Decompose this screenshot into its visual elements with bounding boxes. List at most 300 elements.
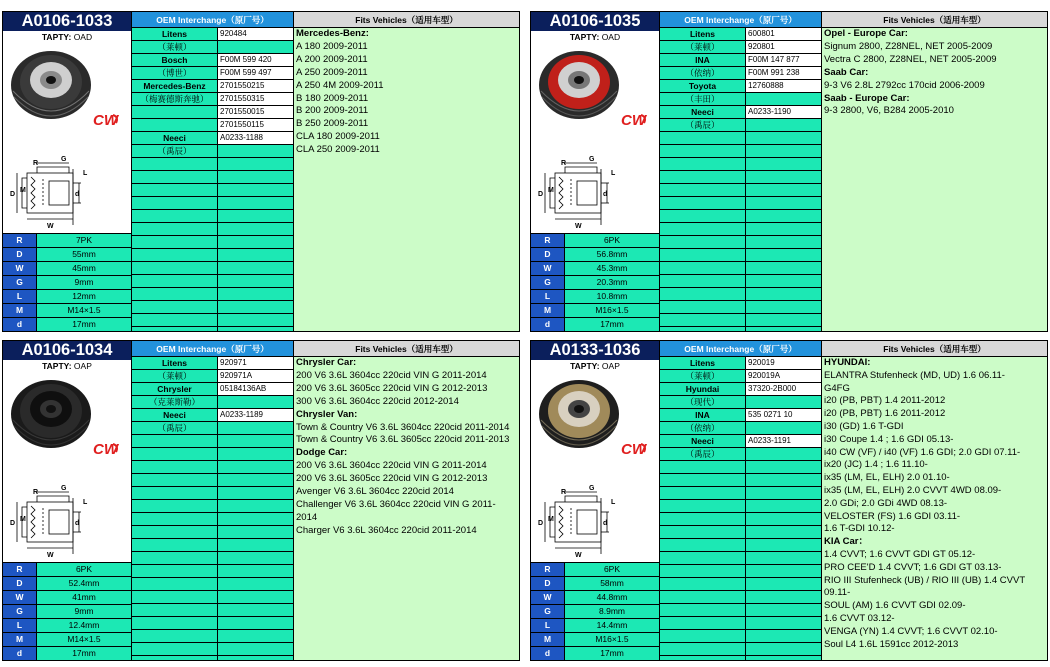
oem-number [218,171,293,183]
spec-value: 9mm [37,605,131,618]
oem-brand [132,236,218,248]
oem-row-empty [132,171,293,184]
oem-number: A0233-1191 [746,435,821,447]
oem-number: 05184136AB [218,383,293,395]
part-number: A0106-1034 [3,341,131,360]
oem-number [746,591,821,603]
oem-number [218,249,293,261]
oem-row-empty [660,301,821,314]
spec-key: D [3,248,37,261]
oem-brand [132,630,218,642]
oem-row-empty [660,275,821,288]
fits-vehicle-line: VENGA (YN) 1.4 CVVT; 1.6 CVVT 02.10- [824,625,998,637]
svg-text:CW: CW [621,112,646,129]
oem-row-empty [132,249,293,262]
diagram-label-small-d: d [75,520,80,527]
oem-number [218,223,293,235]
oem-number [746,630,821,642]
oem-row-empty [660,145,821,158]
tapty-value: OAD [73,32,93,42]
oem-row-empty [660,604,821,617]
oem-header: OEM Interchange（原厂号） [132,341,293,357]
oem-row-empty [660,288,821,301]
product-image [535,45,655,235]
oem-brand [132,604,218,616]
oem-row-empty [660,184,821,197]
oem-number [218,262,293,274]
oem-row-empty [132,461,293,474]
oem-brand: （丰田） [660,93,746,105]
oem-number [218,435,293,447]
tapty-value: OAD [601,32,621,42]
oem-number: 920484 [218,28,293,40]
spec-value: 17mm [37,318,131,331]
spec-value: 45mm [37,262,131,275]
oem-brand: Hyundai [660,383,746,395]
oem-number: F00M 599 420 [218,54,293,66]
oem-row [660,448,821,461]
spec-row [531,304,659,318]
fits-header: Fits Vehicles（适用车型） [294,341,519,357]
fits-vehicle-line: 9-3 2800, V6, B284 2005-2010 [824,105,954,117]
oem-brand [660,461,746,473]
product-card [2,340,520,661]
oem-brand: （克莱斯勒） [132,396,218,408]
oem-number: A0233-1188 [218,132,293,144]
oem-number [218,288,293,300]
part-number: A0106-1035 [531,12,659,31]
fits-vehicles-panel [821,12,1047,331]
spec-value: 56.8mm [565,248,659,261]
spec-row [3,577,131,591]
oem-row-empty [660,552,821,565]
fits-vehicle-line: 300 V6 3.6L 3604cc 220cid 2012-2014 [296,395,459,407]
spec-key: R [531,563,565,576]
diagram-label-g: G [61,485,67,492]
fits-vehicle-line: Avenger V6 3.6L 3604cc 220cid 2014 [296,486,454,498]
oem-number [746,643,821,655]
oem-row-empty [132,591,293,604]
spec-key: R [3,563,37,576]
oem-brand [132,487,218,499]
oem-number [746,236,821,248]
oem-brand [660,314,746,326]
spec-key: M [531,633,565,646]
fits-vehicles-panel [293,341,519,660]
fits-vehicle-line: Town & Country V6 3.6L 3604cc 220cid 2011-2014 [296,421,510,433]
oem-number: F00M 991 238 [746,67,821,79]
oem-number [746,617,821,629]
oem-brand: Neeci [660,106,746,118]
oem-row-empty [660,643,821,656]
oem-brand [132,643,218,655]
oem-number [746,565,821,577]
spec-table [531,562,659,661]
oem-brand [660,552,746,564]
spec-key: d [3,318,37,331]
spec-value: 7PK [37,234,131,247]
oem-row-empty [132,643,293,656]
spec-value: M14×1.5 [37,633,131,646]
fits-vehicle-line: 200 V6 3.6L 3604cc 220cid VIN G 2011-2014 [296,460,487,472]
spec-row [3,304,131,318]
oem-row-empty [660,132,821,145]
tapty-label: TAPTY: [569,32,600,42]
oem-brand: （梅赛德斯奔驰） [132,93,218,105]
fits-vehicle-line: A 200 2009-2011 [296,53,368,65]
part-info-column [3,12,131,331]
spec-value: 45.3mm [565,262,659,275]
oem-brand: INA [660,54,746,66]
fits-vehicle-line: B 250 2009-2011 [296,118,369,130]
oem-number: 2701550015 [218,106,293,118]
oem-brand [660,604,746,616]
diagram-label-l: L [83,170,88,177]
oem-brand: Litens [660,28,746,40]
oem-brand: INA [660,409,746,421]
cw-logo [621,112,648,129]
oem-brand [660,513,746,525]
oem-number: 2701550215 [218,80,293,92]
oem-brand [132,617,218,629]
oem-number [218,487,293,499]
oem-row-empty [132,578,293,591]
spec-key: R [531,234,565,247]
product-image [7,374,127,564]
fits-group-heading: Chrysler Car: [296,357,357,368]
oem-number [746,119,821,131]
spec-value: 6PK [565,234,659,247]
oem-row-empty [132,275,293,288]
fits-vehicle-line: CLA 250 2009-2011 [296,144,380,156]
spec-key: R [3,234,37,247]
oem-row [132,396,293,409]
diagram-label-g: G [589,485,595,492]
oem-row-empty [660,630,821,643]
oem-number [746,262,821,274]
oem-row-empty [132,197,293,210]
oem-row [660,106,821,119]
diagram-label-g: G [61,156,67,163]
oem-number [746,93,821,105]
oem-number [746,314,821,326]
fits-vehicle-line: 200 V6 3.6L 3605cc 220cid VIN G 2012-2013 [296,473,488,485]
oem-number: F00M 599 497 [218,67,293,79]
fits-vehicle-line: i30 Coupe 1.4 ; 1.6 GDI 05.13- [824,433,954,445]
cw-logo [93,112,120,129]
oem-number [746,132,821,144]
spec-row [3,619,131,633]
oem-number [218,275,293,287]
oem-row-empty [132,487,293,500]
oem-row-empty [660,236,821,249]
oem-row [660,80,821,93]
oem-brand [660,249,746,261]
diagram-label-g: G [589,156,595,163]
diagram-label-r: R [33,160,39,167]
fits-vehicle-line: 1.6 T-GDI 10.12- [824,523,895,535]
oem-number [746,158,821,170]
fits-vehicle-line: Vectra C 2800, Z28NEL, NET 2005-2009 [824,53,997,65]
spec-row [531,591,659,605]
oem-row [660,28,821,41]
oem-row-empty [132,210,293,223]
oem-row-empty [132,500,293,513]
spec-key: L [531,619,565,632]
tapty-line [3,31,131,43]
oem-row-empty [132,656,293,661]
spec-row [3,605,131,619]
fits-vehicle-line: Charger V6 3.6L 3604cc 220cid 2011-2014 [296,524,477,536]
oem-number [746,539,821,551]
diagram-label-r: R [561,160,567,167]
fits-group-heading: KIA Car： [824,536,868,548]
oem-number [218,513,293,525]
fits-vehicles-panel [821,341,1047,660]
oem-number [218,210,293,222]
tapty-label: TAPTY: [42,361,72,371]
spec-key: W [531,591,565,604]
oem-number [218,474,293,486]
oem-number: 920971 [218,357,293,369]
spec-key: L [531,290,565,303]
oem-number [218,656,293,661]
pulley-photo [539,51,619,119]
oem-brand: Toyota [660,80,746,92]
fits-vehicle-line: ix20 (JC) 1.4 ; 1.6 11.10- [824,459,928,471]
oem-number [746,578,821,590]
oem-header: OEM Interchange（原厂号） [132,12,293,28]
oem-interchange-table [659,12,821,332]
oem-brand [132,223,218,235]
oem-row-empty [132,301,293,314]
product-card [530,340,1048,661]
oem-number [218,578,293,590]
oem-row-empty [660,223,821,236]
spec-row [531,633,659,647]
oem-brand [660,262,746,274]
oem-row-empty [660,513,821,526]
oem-number [746,604,821,616]
oem-brand [132,539,218,551]
oem-number [746,461,821,473]
oem-brand: Chrysler [132,383,218,395]
oem-row [132,106,293,119]
oem-number [746,448,821,460]
oem-brand [660,630,746,642]
oem-number [218,301,293,313]
oem-number [218,630,293,642]
fits-vehicle-line: 200 V6 3.6L 3604cc 220cid VIN G 2011-2014 [296,369,487,381]
fits-vehicle-line: i30 (GD) 1.6 T-GDI [824,420,904,432]
oem-header: OEM Interchange（原厂号） [660,341,821,357]
spec-row [3,290,131,304]
oem-number: 535 0271 10 [746,409,821,421]
oem-row [132,41,293,54]
oem-number: 920801 [746,41,821,53]
oem-brand [132,552,218,564]
oem-number [746,327,821,332]
diagram-label-m: M [548,516,554,523]
part-info-column [531,341,659,660]
spec-key: G [3,276,37,289]
oem-brand [660,500,746,512]
product-image [535,374,655,564]
oem-number [746,513,821,525]
oem-row-empty [660,327,821,332]
oem-number [746,301,821,313]
oem-number [746,500,821,512]
oem-row [660,41,821,54]
diagram-label-d: D [10,520,16,527]
oem-brand [660,643,746,655]
spec-key: G [531,605,565,618]
spec-row [531,234,659,248]
oem-number [218,526,293,538]
diagram-label-d: D [538,191,544,198]
spec-value: 58mm [565,577,659,590]
dimension-diagram [545,492,609,554]
oem-brand [132,513,218,525]
spec-row [531,563,659,577]
oem-number: 12760888 [746,80,821,92]
oem-number [218,448,293,460]
cw-logo [621,441,648,458]
spec-key: d [531,647,565,660]
oem-number [218,327,293,332]
oem-row [132,383,293,396]
oem-brand [132,197,218,209]
oem-brand [660,171,746,183]
oem-row-empty [660,158,821,171]
spec-row [3,262,131,276]
fits-vehicle-line: CLA 180 2009-2011 [296,131,380,143]
fits-vehicle-line: SOUL (AM) 1.6 CVVT GDI 02.09- [824,600,966,612]
oem-number [218,236,293,248]
spec-row [3,234,131,248]
tapty-line [531,360,659,372]
oem-row-empty [132,223,293,236]
oem-brand: Litens [660,357,746,369]
diagram-label-m: M [20,516,26,523]
spec-row [531,619,659,633]
spec-value: 17mm [565,318,659,331]
oem-brand: Litens [132,28,218,40]
spec-row [531,577,659,591]
spec-row [3,276,131,290]
spec-row [3,647,131,661]
fits-vehicle-line: i20 (PB, PBT) 1.4 2011-2012 [824,395,946,407]
oem-row [132,28,293,41]
product-image [7,45,127,235]
oem-row-empty [132,513,293,526]
diagram-label-l: L [611,170,616,177]
oem-row-empty [132,539,293,552]
oem-row [660,383,821,396]
spec-value: 20.3mm [565,276,659,289]
oem-row [660,54,821,67]
oem-brand [132,474,218,486]
oem-brand [132,288,218,300]
spec-value: 6PK [565,563,659,576]
oem-row-empty [132,262,293,275]
fits-vehicle-line: PRO CEE'D 1.4 CVVT; 1.6 GDI GT 03.13- [824,561,1002,573]
fits-group-heading: Saab - Europe Car: [824,92,910,104]
oem-brand [660,210,746,222]
oem-number [746,552,821,564]
oem-row [660,409,821,422]
oem-number [746,184,821,196]
oem-number [746,526,821,538]
oem-row [132,54,293,67]
fits-vehicle-line: A 180 2009-2011 [296,40,368,52]
oem-row-empty [132,565,293,578]
spec-row [3,591,131,605]
diagram-label-l: L [83,499,88,506]
oem-brand [132,500,218,512]
oem-row [132,80,293,93]
oem-interchange-table [131,12,293,332]
oem-row-empty [132,236,293,249]
fits-group-heading: Saab Car: [824,66,869,78]
pulley-photo [539,380,619,448]
spec-value: 12mm [37,290,131,303]
spec-value: 10.8mm [565,290,659,303]
oem-brand [132,565,218,577]
oem-brand [132,314,218,326]
oem-brand [132,578,218,590]
oem-number: 920019A [746,370,821,382]
diagram-label-small-d: d [75,191,80,198]
spec-row [3,633,131,647]
oem-number [746,288,821,300]
fits-group-heading: Chrysler Van: [296,408,358,420]
oem-brand: Neeci [132,132,218,144]
oem-row [660,119,821,132]
spec-value: 55mm [37,248,131,261]
oem-brand [132,184,218,196]
oem-number [218,145,293,157]
fits-vehicle-line: ix35 (LM, EL, ELH) 2.0 01.10- [824,472,950,484]
spec-value: 44.8mm [565,591,659,604]
oem-brand [132,526,218,538]
oem-brand [132,435,218,447]
oem-number [746,210,821,222]
fits-vehicle-line: ix35 (LM, EL, ELH) 2.0 CVVT 4WD 08.09- [824,484,1002,496]
oem-row [660,370,821,383]
oem-row-empty [660,461,821,474]
oem-number: 600801 [746,28,821,40]
oem-brand: （禹辰） [132,422,218,434]
oem-row-empty [132,435,293,448]
oem-number [218,41,293,53]
spec-key: G [531,276,565,289]
spec-table [531,233,659,332]
tapty-line [3,360,131,372]
oem-number: A0233-1189 [218,409,293,421]
fits-vehicle-line: Signum 2800, Z28NEL, NET 2005-2009 [824,40,993,52]
spec-key: D [3,577,37,590]
oem-row [132,145,293,158]
oem-header: OEM Interchange（原厂号） [660,12,821,28]
spec-value: M16×1.5 [565,633,659,646]
oem-number [218,184,293,196]
oem-number: 37320-2B000 [746,383,821,395]
oem-row [660,67,821,80]
oem-number [746,656,821,661]
oem-brand [132,106,218,118]
spec-value: 17mm [37,647,131,660]
